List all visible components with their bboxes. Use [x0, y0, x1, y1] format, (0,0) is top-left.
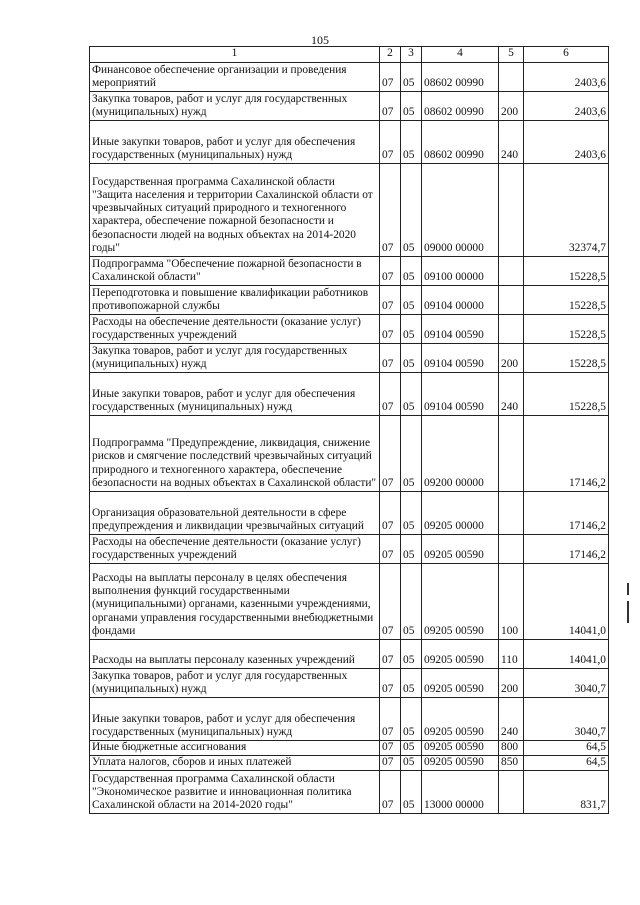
row-name-cell: Государственная программа Сахалинской области "Защита населения и территории Сахалинской области от чрезвычайных ситуаций природного и техногенного характера, обеспечение пожарной безопасности и безопасности людей на водных объектах на 2014-2020 годы" — [90, 164, 380, 257]
expense-type-cell: 110 — [499, 640, 524, 669]
row-name-cell: Переподготовка и повышение квалификации работников противопожарной службы — [90, 286, 380, 315]
expense-type-cell — [499, 315, 524, 344]
section-code-cell: 07 — [380, 771, 401, 814]
column-header: 3 — [401, 47, 422, 63]
row-name-cell: Закупка товаров, работ и услуг для государственных (муниципальных) нужд — [90, 669, 380, 698]
amount-cell: 3040,7 — [524, 698, 609, 741]
expense-type-cell — [499, 286, 524, 315]
expense-type-cell — [499, 492, 524, 535]
target-code-cell: 09205 00590 — [422, 640, 499, 669]
section-code-cell: 07 — [380, 373, 401, 416]
expense-type-cell: 100 — [499, 564, 524, 640]
section-code-cell: 07 — [380, 564, 401, 640]
amount-cell: 15228,5 — [524, 315, 609, 344]
table-body — [90, 63, 609, 814]
expense-type-cell: 240 — [499, 121, 524, 164]
section-code-cell: 07 — [380, 121, 401, 164]
target-code-cell: 09205 00590 — [422, 535, 499, 564]
column-header: 5 — [499, 47, 524, 63]
table-row — [90, 286, 609, 315]
subsection-code-cell: 05 — [401, 698, 422, 741]
table-row — [90, 535, 609, 564]
subsection-code-cell: 05 — [401, 164, 422, 257]
subsection-code-cell: 05 — [401, 416, 422, 492]
row-name-cell: Государственная программа Сахалинской области "Экономическое развитие и инновационная политика Сахалинской области на 2014-2020 годы" — [90, 771, 380, 814]
subsection-code-cell: 05 — [401, 315, 422, 344]
table-row — [90, 257, 609, 286]
row-name-cell: Уплата налогов, сборов и иных платежей — [90, 756, 380, 771]
amount-cell: 17146,2 — [524, 492, 609, 535]
table-header-row — [90, 47, 609, 63]
target-code-cell: 09000 00000 — [422, 164, 499, 257]
amount-cell: 3040,7 — [524, 669, 609, 698]
table-row — [90, 640, 609, 669]
expense-type-cell — [499, 416, 524, 492]
expense-type-cell: 850 — [499, 756, 524, 771]
budget-table — [89, 46, 609, 814]
section-code-cell: 07 — [380, 756, 401, 771]
table-row — [90, 698, 609, 741]
target-code-cell: 09205 00590 — [422, 698, 499, 741]
target-code-cell: 09100 00000 — [422, 257, 499, 286]
column-header: 2 — [380, 47, 401, 63]
expense-type-cell: 200 — [499, 344, 524, 373]
amount-cell: 14041,0 — [524, 564, 609, 640]
row-name-cell: Подпрограмма "Обеспечение пожарной безопасности в Сахалинской области" — [90, 257, 380, 286]
subsection-code-cell: 05 — [401, 92, 422, 121]
subsection-code-cell: 05 — [401, 492, 422, 535]
row-name-cell: Организация образовательной деятельности в сфере предупреждения и ликвидации чрезвычайных ситуаций — [90, 492, 380, 535]
table-row — [90, 416, 609, 492]
section-code-cell: 07 — [380, 92, 401, 121]
row-name-cell: Иные закупки товаров, работ и услуг для обеспечения государственных (муниципальных) нужд — [90, 698, 380, 741]
column-header: 1 — [90, 47, 380, 63]
amount-cell: 17146,2 — [524, 535, 609, 564]
table-row — [90, 756, 609, 771]
amount-cell: 2403,6 — [524, 63, 609, 92]
expense-type-cell: 800 — [499, 741, 524, 756]
expense-type-cell — [499, 771, 524, 814]
table-row — [90, 121, 609, 164]
target-code-cell: 09205 00590 — [422, 669, 499, 698]
section-code-cell: 07 — [380, 698, 401, 741]
subsection-code-cell: 05 — [401, 564, 422, 640]
section-code-cell: 07 — [380, 669, 401, 698]
subsection-code-cell: 05 — [401, 63, 422, 92]
section-code-cell: 07 — [380, 257, 401, 286]
amount-cell: 15228,5 — [524, 344, 609, 373]
amount-cell: 64,5 — [524, 756, 609, 771]
section-code-cell: 07 — [380, 535, 401, 564]
row-name-cell: Финансовое обеспечение организации и проведения мероприятий — [90, 63, 380, 92]
subsection-code-cell: 05 — [401, 121, 422, 164]
target-code-cell: 08602 00990 — [422, 121, 499, 164]
section-code-cell: 07 — [380, 492, 401, 535]
table-row — [90, 63, 609, 92]
amount-cell: 32374,7 — [524, 164, 609, 257]
amount-cell: 15228,5 — [524, 373, 609, 416]
target-code-cell: 09205 00590 — [422, 741, 499, 756]
expense-type-cell: 200 — [499, 669, 524, 698]
section-code-cell: 07 — [380, 344, 401, 373]
target-code-cell: 08602 00990 — [422, 63, 499, 92]
amount-cell: 2403,6 — [524, 121, 609, 164]
expense-type-cell: 200 — [499, 92, 524, 121]
column-header: 6 — [524, 47, 609, 63]
table-row — [90, 564, 609, 640]
subsection-code-cell: 05 — [401, 771, 422, 814]
section-code-cell: 07 — [380, 63, 401, 92]
subsection-code-cell: 05 — [401, 640, 422, 669]
amount-cell: 831,7 — [524, 771, 609, 814]
expense-type-cell: 240 — [499, 698, 524, 741]
table-row — [90, 164, 609, 257]
row-name-cell: Закупка товаров, работ и услуг для государственных (муниципальных) нужд — [90, 92, 380, 121]
row-name-cell: Иные закупки товаров, работ и услуг для обеспечения государственных (муниципальных) нужд — [90, 121, 380, 164]
expense-type-cell — [499, 164, 524, 257]
amount-cell: 17146,2 — [524, 416, 609, 492]
section-code-cell: 07 — [380, 315, 401, 344]
section-code-cell: 07 — [380, 286, 401, 315]
section-code-cell: 07 — [380, 164, 401, 257]
amount-cell: 15228,5 — [524, 257, 609, 286]
scan-edge-mark — [627, 601, 629, 623]
page-number: 105 — [311, 33, 329, 47]
target-code-cell: 09200 00000 — [422, 416, 499, 492]
section-code-cell: 07 — [380, 416, 401, 492]
amount-cell: 15228,5 — [524, 286, 609, 315]
table-row — [90, 373, 609, 416]
target-code-cell: 09104 00000 — [422, 286, 499, 315]
target-code-cell: 09104 00590 — [422, 373, 499, 416]
target-code-cell: 13000 00000 — [422, 771, 499, 814]
scan-edge-mark — [627, 583, 629, 595]
target-code-cell: 09205 00590 — [422, 564, 499, 640]
subsection-code-cell: 05 — [401, 535, 422, 564]
subsection-code-cell: 05 — [401, 344, 422, 373]
expense-type-cell: 240 — [499, 373, 524, 416]
expense-type-cell — [499, 257, 524, 286]
expense-type-cell — [499, 535, 524, 564]
target-code-cell: 09205 00590 — [422, 756, 499, 771]
target-code-cell: 08602 00990 — [422, 92, 499, 121]
amount-cell: 14041,0 — [524, 640, 609, 669]
row-name-cell: Расходы на выплаты персоналу казенных учреждений — [90, 640, 380, 669]
subsection-code-cell: 05 — [401, 257, 422, 286]
target-code-cell: 09104 00590 — [422, 344, 499, 373]
target-code-cell: 09205 00000 — [422, 492, 499, 535]
subsection-code-cell: 05 — [401, 286, 422, 315]
table-row — [90, 344, 609, 373]
row-name-cell: Закупка товаров, работ и услуг для государственных (муниципальных) нужд — [90, 344, 380, 373]
row-name-cell: Расходы на выплаты персоналу в целях обеспечения выполнения функций государственными (муниципальными) органами, казенными учреждениями, органами управления государственными внебюджетными фондами — [90, 564, 380, 640]
row-name-cell: Иные закупки товаров, работ и услуг для обеспечения государственных (муниципальных) нужд — [90, 373, 380, 416]
target-code-cell: 09104 00590 — [422, 315, 499, 344]
table-row — [90, 669, 609, 698]
subsection-code-cell: 05 — [401, 373, 422, 416]
table-row — [90, 315, 609, 344]
table-row — [90, 771, 609, 814]
row-name-cell: Расходы на обеспечение деятельности (оказание услуг) государственных учреждений — [90, 535, 380, 564]
subsection-code-cell: 05 — [401, 756, 422, 771]
amount-cell: 64,5 — [524, 741, 609, 756]
table-row — [90, 741, 609, 756]
expense-type-cell — [499, 63, 524, 92]
row-name-cell: Иные бюджетные ассигнования — [90, 741, 380, 756]
subsection-code-cell: 05 — [401, 741, 422, 756]
column-header: 4 — [422, 47, 499, 63]
table-row — [90, 492, 609, 535]
amount-cell: 2403,6 — [524, 92, 609, 121]
section-code-cell: 07 — [380, 741, 401, 756]
section-code-cell: 07 — [380, 640, 401, 669]
table-row — [90, 92, 609, 121]
subsection-code-cell: 05 — [401, 669, 422, 698]
row-name-cell: Расходы на обеспечение деятельности (оказание услуг) государственных учреждений — [90, 315, 380, 344]
row-name-cell: Подпрограмма "Предупреждение, ликвидация, снижение рисков и смягчение последствий чрезвычайных ситуаций природного и техногенного характера, обеспечение безопасности на водных объектах в Сахалинской области" — [90, 416, 380, 492]
